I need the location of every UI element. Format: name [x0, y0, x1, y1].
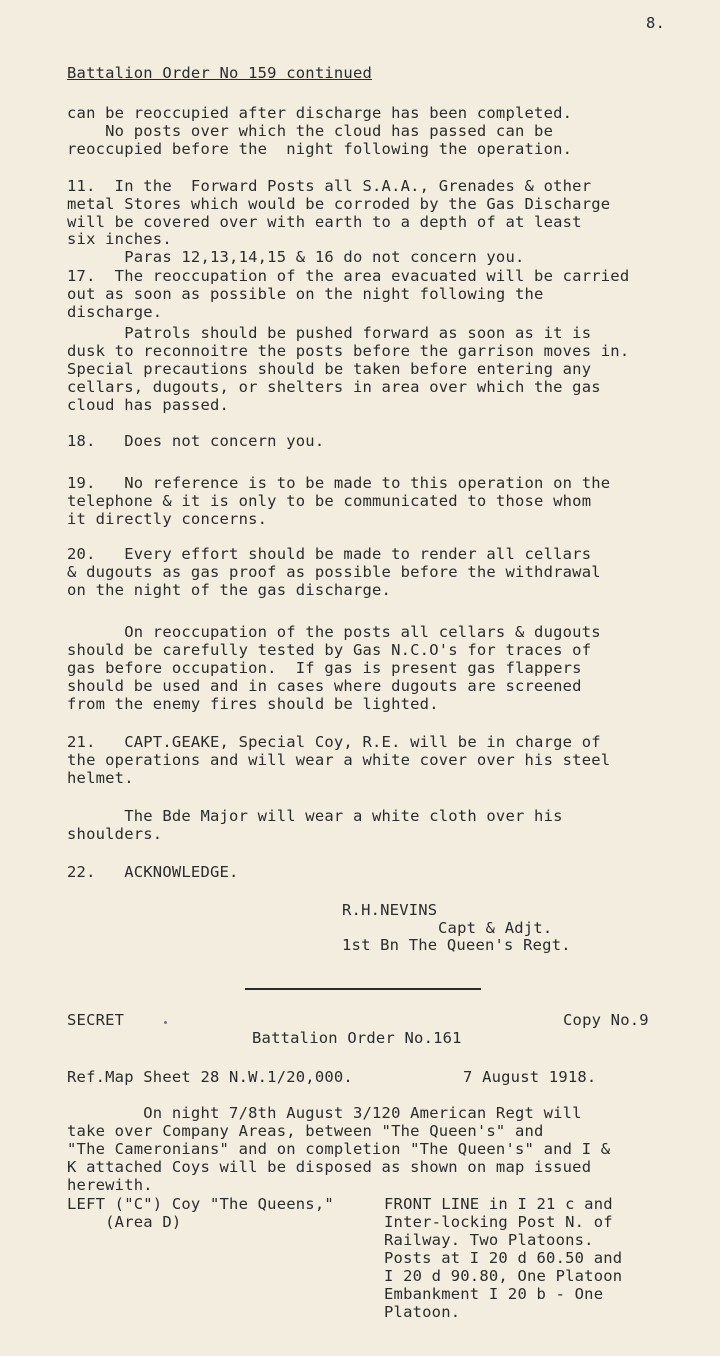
paragraph-17-line: discharge. [67, 303, 163, 321]
signature-unit: 1st Bn The Queen's Regt. [342, 936, 571, 954]
text-line: can be reoccupied after discharge has been completed. [67, 104, 573, 122]
paragraph-21-line: the operations and will wear a white cover over his steel [67, 751, 611, 769]
paragraph-20b-line: should be used and in cases where dugouts are screened [67, 677, 582, 695]
order-date: 7 August 1918. [463, 1068, 597, 1086]
copy-number: Copy No.9 [563, 1011, 649, 1029]
ref-map: Ref.Map Sheet 28 N.W.1/20,000. [67, 1068, 353, 1086]
paragraph-20b-line: gas before occupation. If gas is present gas flappers [67, 659, 582, 677]
paragraph-17-line: out as soon as possible on the night following the [67, 285, 544, 303]
disposition-line: Posts at I 20 d 60.50 and [384, 1249, 623, 1267]
paragraph-17-line: 17. The reoccupation of the area evacuated will be carried [67, 267, 630, 285]
ink-dot [164, 1021, 167, 1024]
signature-rank: Capt & Adjt. [438, 919, 553, 937]
left-coy-label: LEFT ("C") Coy "The Queens," [67, 1195, 334, 1213]
paragraph-20-line: & dugouts as gas proof as possible before the withdrawal [67, 563, 601, 581]
paragraph-11-line: 11. In the Forward Posts all S.A.A., Grenades & other [67, 177, 592, 195]
section-divider [245, 988, 481, 990]
paragraph-21-line: helmet. [67, 769, 134, 787]
order-body-line: "The Cameronians" and on completion "The Queen's" and I & [67, 1140, 611, 1158]
order-body-line: herewith. [67, 1176, 153, 1194]
paragraph-20b-line: from the enemy fires should be lighted. [67, 695, 439, 713]
paragraph-22: 22. ACKNOWLEDGE. [67, 863, 239, 881]
disposition-line: Platoon. [384, 1303, 461, 1321]
signature-name: R.H.NEVINS [342, 901, 438, 919]
paragraph-20-line: 20. Every effort should be made to render all cellars [67, 545, 592, 563]
paragraph-19-line: 19. No reference is to be made to this operation on the [67, 474, 611, 492]
disposition-line: Railway. Two Platoons. [384, 1231, 594, 1249]
paragraph-21b-line: shoulders. [67, 825, 163, 843]
page-number: 8. [646, 14, 666, 32]
paragraph-11-line: six inches. [67, 230, 172, 248]
secret-stamp: SECRET [67, 1011, 125, 1029]
order-161-title: Battalion Order No.161 [252, 1029, 462, 1047]
paras-not-concern: Paras 12,13,14,15 & 16 do not concern you. [67, 248, 525, 266]
paragraph-19-line: telephone & it is only to be communicated to those whom [67, 492, 592, 510]
disposition-line: I 20 d 90.80, One Platoon [384, 1267, 623, 1285]
paragraph-19-line: it directly concerns. [67, 510, 268, 528]
paragraph-17-line: cloud has passed. [67, 396, 230, 414]
paragraph-17-line: Special precautions should be taken before entering any [67, 360, 592, 378]
paragraph-18: 18. Does not concern you. [67, 432, 325, 450]
paragraph-11-line: metal Stores which would be corroded by the Gas Discharge [67, 195, 611, 213]
paragraph-17-line: dusk to reconnoitre the posts before the garrison moves in. [67, 342, 630, 360]
left-coy-area: (Area D) [67, 1213, 182, 1231]
paragraph-11-line: will be covered over with earth to a depth of at least [67, 213, 582, 231]
paragraph-17-line: Patrols should be pushed forward as soon as it is [67, 324, 592, 342]
text-line: reoccupied before the night following the operation. [67, 140, 573, 158]
disposition-line: Inter-locking Post N. of [384, 1213, 613, 1231]
paragraph-20b-line: On reoccupation of the posts all cellars & dugouts [67, 623, 601, 641]
paragraph-21b-line: The Bde Major will wear a white cloth over his [67, 807, 563, 825]
paragraph-20-line: on the night of the gas discharge. [67, 581, 392, 599]
disposition-line: FRONT LINE in I 21 c and [384, 1195, 613, 1213]
order-heading: Battalion Order No 159 continued [67, 64, 373, 82]
text-line: No posts over which the cloud has passed can be [67, 122, 554, 140]
paragraph-21-line: 21. CAPT.GEAKE, Special Coy, R.E. will be in charge of [67, 733, 601, 751]
disposition-line: Embankment I 20 b - One [384, 1285, 604, 1303]
order-body-line: take over Company Areas, between "The Queen's" and [67, 1122, 544, 1140]
order-body-line: K attached Coys will be disposed as shown on map issued [67, 1158, 592, 1176]
order-body-line: On night 7/8th August 3/120 American Regt will [67, 1104, 582, 1122]
paragraph-17-line: cellars, dugouts, or shelters in area over which the gas [67, 378, 601, 396]
paragraph-20b-line: should be carefully tested by Gas N.C.O's for traces of [67, 641, 592, 659]
